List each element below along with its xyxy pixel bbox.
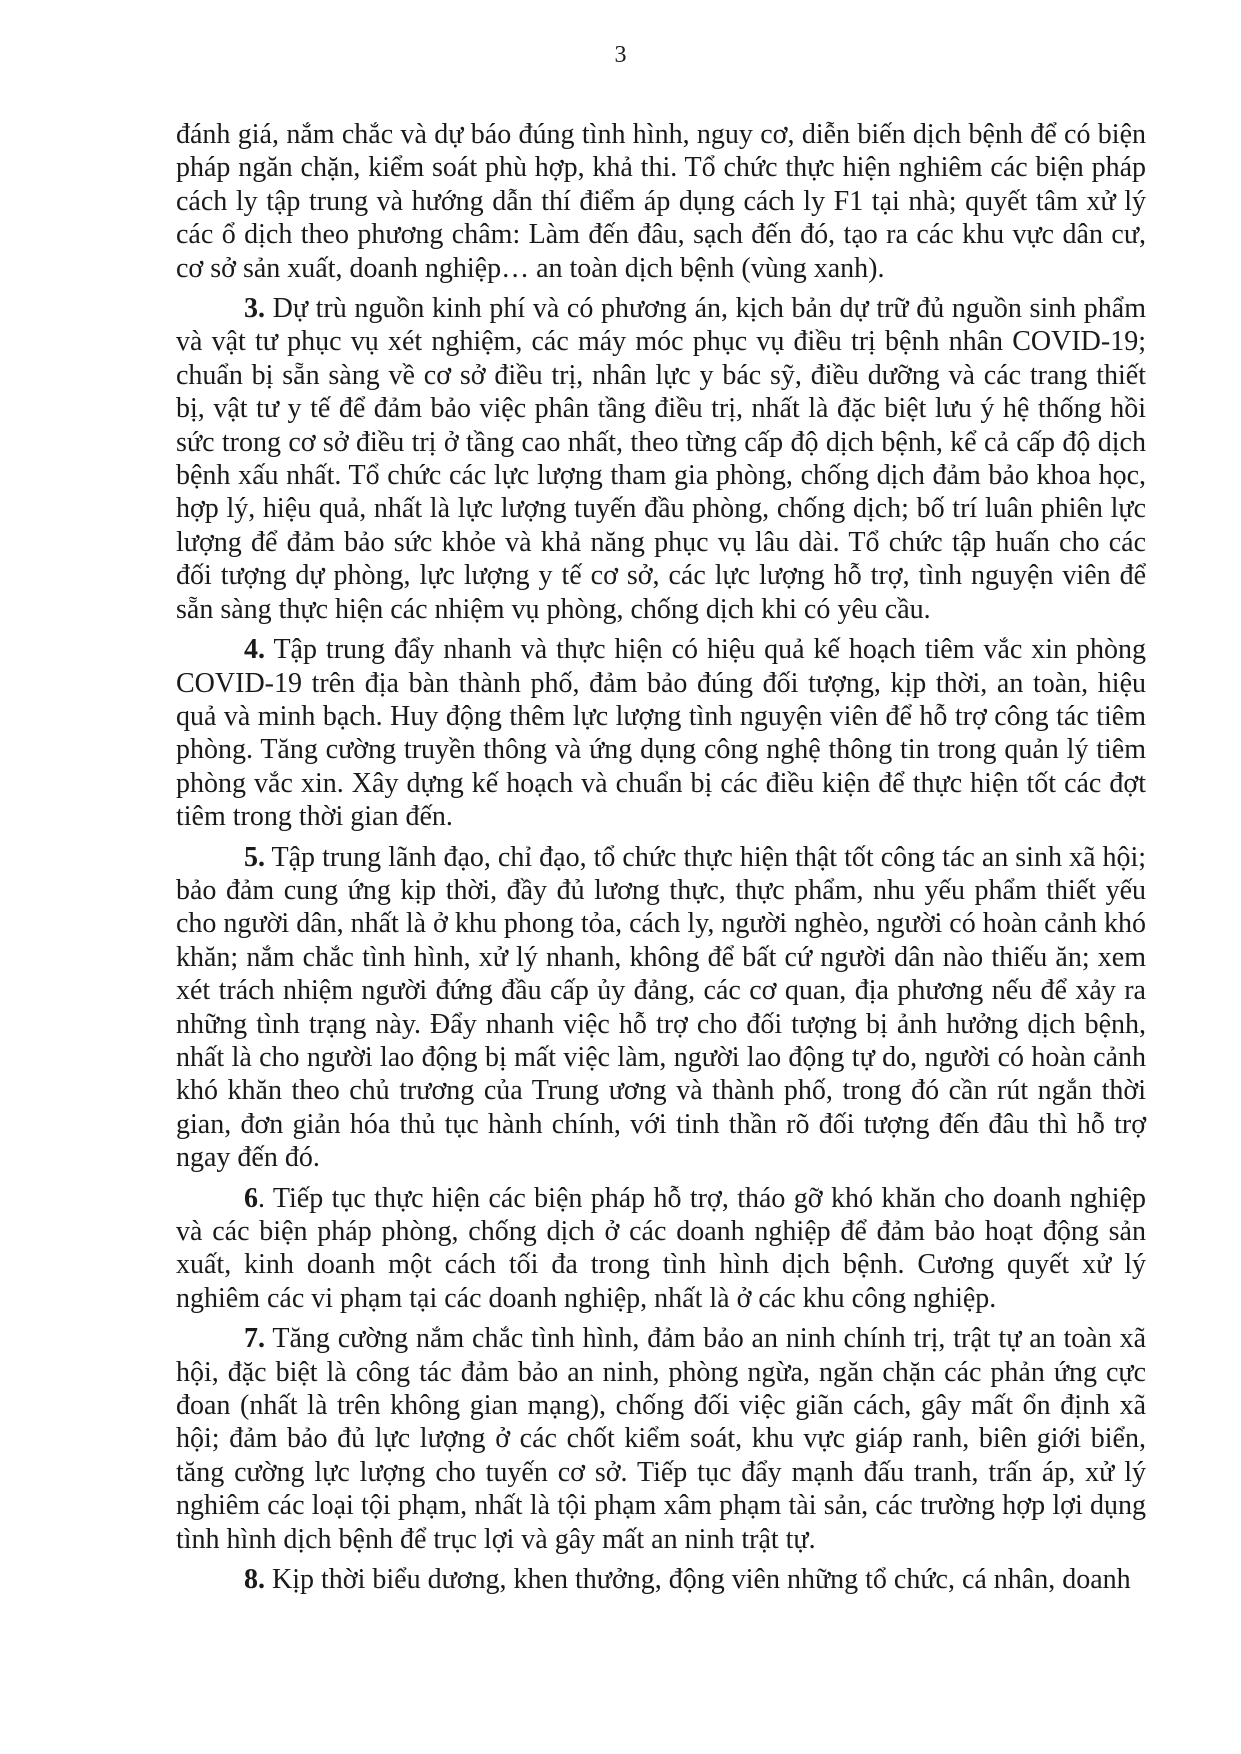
paragraph-text: Tập trung lãnh đạo, chỉ đạo, tổ chức thực hiện thật tốt công tác an sinh xã hội; bảo đảm cung ứng kịp thời, đầy đủ lương thực, thực phẩm, nhu yếu phẩm thiết yếu cho người dân, nhất là ở khu phong tỏa, cách ly, người nghèo, người có hoàn cảnh khó khăn; nắm chắc tình hình, xử lý nhanh, không để bất cứ người dân nào thiếu ăn; xem xét trách nhiệm người đứng đầu cấp ủy đảng, các cơ quan, địa phương nếu để xảy ra những tình trạng này. Đẩy nhanh việc hỗ trợ cho đối tượng bị ảnh hưởng dịch bệnh, nhất là cho người lao động bị mất việc làm, người lao động tự do, người có hoàn cảnh khó khăn theo chủ trương của Trung ương và thành phố, trong đó cần rút ngắn thời gian, đơn giản hóa thủ tục hành chính, với tinh thần rõ đối tượng đến đâu thì hỗ trợ ngay đến đó.	[176, 841, 1146, 1174]
paragraph-text: Dự trù nguồn kinh phí và có phương án, kịch bản dự trữ đủ nguồn sinh phẩm và vật tư phục vụ xét nghiệm, các máy móc phục vụ điều trị bệnh nhân COVID-19; chuẩn bị sẵn sàng về cơ sở điều trị, nhân lực y bác sỹ, điều dưỡng và các trang thiết bị, vật tư y tế để đảm bảo việc phân tầng điều trị, nhất là đặc biệt lưu ý hệ thống hồi sức trong cơ sở điều trị ở tầng cao nhất, theo từng cấp độ dịch bệnh, kể cả cấp độ dịch bệnh xấu nhất. Tổ chức các lực lượng tham gia phòng, chống dịch đảm bảo khoa học, hợp lý, hiệu quả, nhất là lực lượng tuyến đầu phòng, chống dịch; bố trí luân phiên lực lượng để đảm bảo sức khỏe và khả năng phục vụ lâu dài. Tổ chức tập huấn cho các đối tượng dự phòng, lực lượng y tế cơ sở, các lực lượng hỗ trợ, tình nguyện viên để sẵn sàng thực hiện các nhiệm vụ phòng, chống dịch khi có yêu cầu.	[176, 293, 1146, 625]
item-number: 8.	[244, 1564, 265, 1596]
paragraph-text: . Tiếp tục thực hiện các biện pháp hỗ trợ, tháo gỡ khó khăn cho doanh nghiệp và các biện pháp phòng, chống dịch ở các doanh nghiệp để đảm bảo hoạt động sản xuất, kinh doanh một cách tối đa trong tình hình dịch bệnh. Cương quyết xử lý nghiêm các vi phạm tại các doanh nghiệp, nhất là ở các khu công nghiệp.	[176, 1182, 1146, 1314]
item-number: 6	[244, 1182, 258, 1214]
paragraph-text: Kịp thời biểu dương, khen thưởng, động viên những tổ chức, cá nhân, doanh	[265, 1564, 1131, 1596]
paragraph-text: Tập trung đẩy nhanh và thực hiện có hiệu quả kế hoạch tiêm vắc xin phòng COVID-19 trên địa bàn thành phố, đảm bảo đúng đối tượng, kịp thời, an toàn, hiệu quả và minh bạch. Huy động thêm lực lượng tình nguyện viên để hỗ trợ công tác tiêm phòng. Tăng cường truyền thông và ứng dụng công nghệ thông tin trong quản lý tiêm phòng vắc xin. Xây dựng kế hoạch và chuẩn bị các điều kiện để thực hiện tốt các đợt tiêm trong thời gian đến.	[176, 634, 1146, 833]
paragraph-item-3	[176, 292, 1146, 626]
page-number: 3	[614, 42, 627, 68]
paragraph-item-8	[176, 1563, 1146, 1596]
paragraph-text: Tăng cường nắm chắc tình hình, đảm bảo an ninh chính trị, trật tự an toàn xã hội, đặc biệt là công tác đảm bảo an ninh, phòng ngừa, ngăn chặn các phản ứng cực đoan (nhất là trên không gian mạng), chống đối việc giãn cách, gây mất ổn định xã hội; đảm bảo đủ lực lượng ở các chốt kiểm soát, khu vực giáp ranh, biên giới biển, tăng cường lực lượng cho tuyến cơ sở. Tiếp tục đẩy mạnh đấu tranh, trấn áp, xử lý nghiêm các loại tội phạm, nhất là tội phạm xâm phạm tài sản, các trường hợp lợi dụng tình hình dịch bệnh để trục lợi và gây mất an ninh trật tự.	[176, 1323, 1146, 1555]
paragraph-item-7	[176, 1322, 1146, 1556]
paragraph-item-5	[176, 841, 1146, 1175]
document-body	[176, 118, 1146, 1596]
item-number: 7.	[244, 1323, 265, 1355]
paragraph-continuation	[176, 118, 1146, 285]
item-number: 5.	[244, 841, 265, 873]
paragraph-item-6	[176, 1182, 1146, 1316]
paragraph-item-4	[176, 633, 1146, 833]
paragraph-text: đánh giá, nắm chắc và dự báo đúng tình hình, nguy cơ, diễn biến dịch bệnh để có biện pháp ngăn chặn, kiểm soát phù hợp, khả thi. Tổ chức thực hiện nghiêm các biện pháp cách ly tập trung và hướng dẫn thí điểm áp dụng cách ly F1 tại nhà; quyết tâm xử lý các ổ dịch theo phương châm: Làm đến đâu, sạch đến đó, tạo ra các khu vực dân cư, cơ sở sản xuất, doanh nghiệp… an toàn dịch bệnh (vùng xanh).	[176, 119, 1146, 284]
item-number: 4.	[244, 634, 265, 666]
item-number: 3.	[244, 293, 265, 325]
